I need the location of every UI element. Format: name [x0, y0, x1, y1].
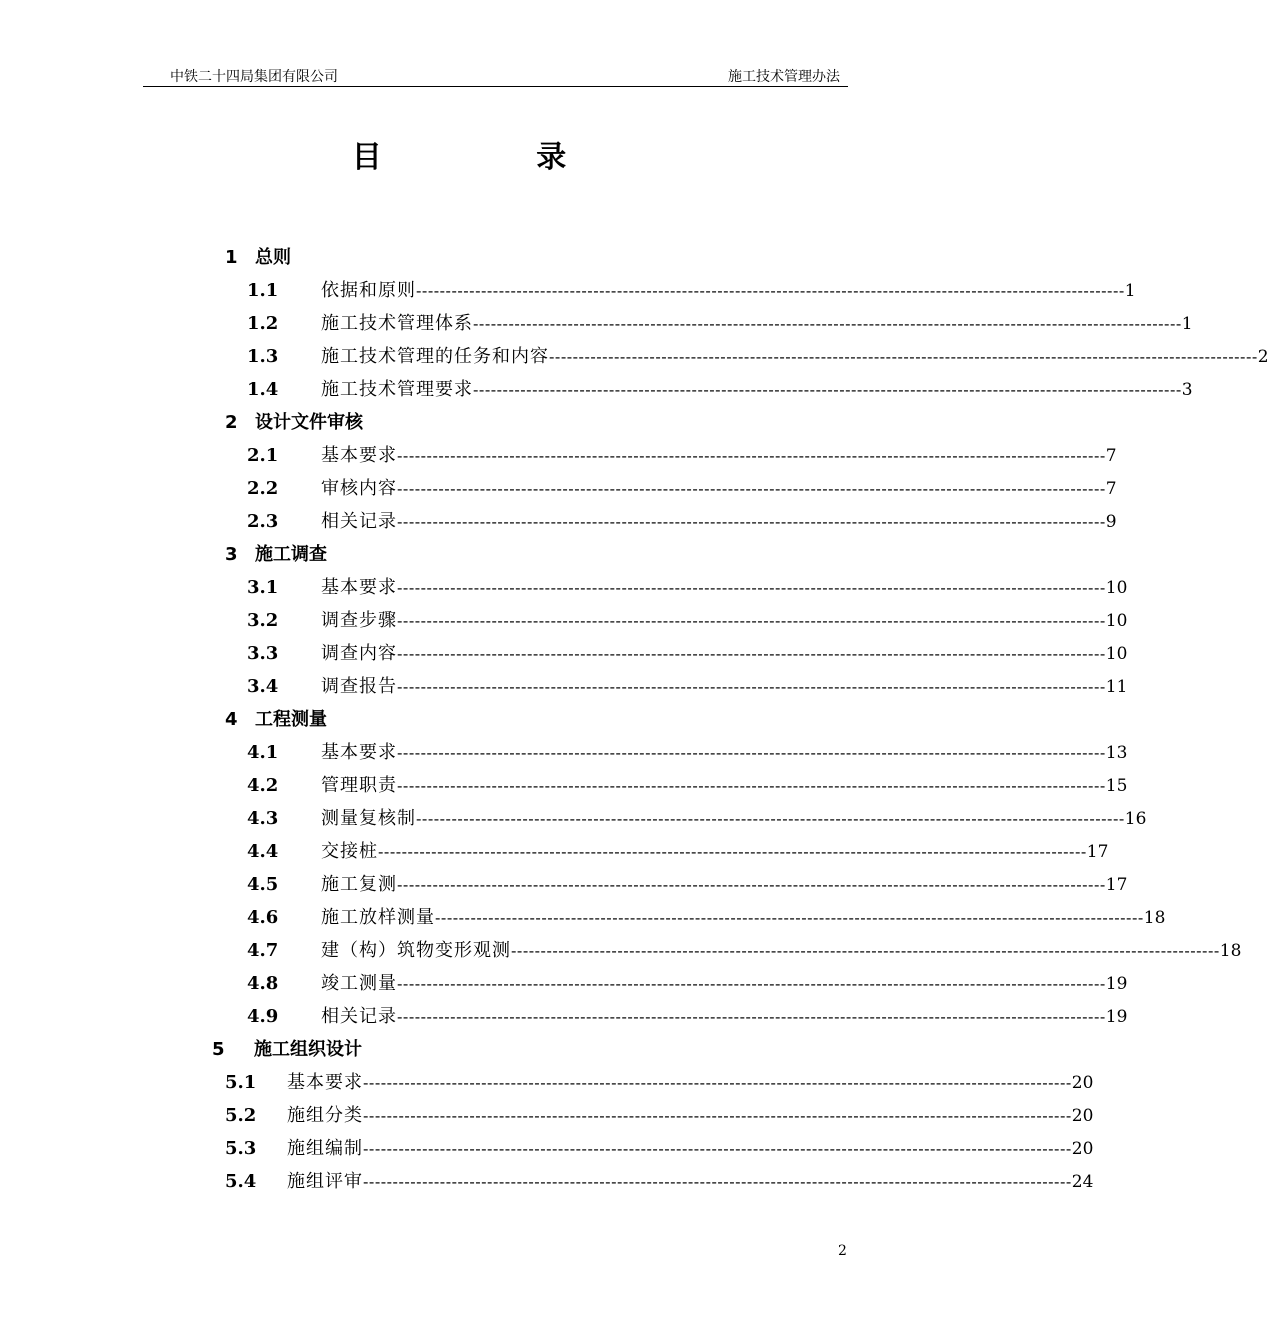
toc-item-page: 24 — [1071, 1172, 1094, 1192]
toc-item-page: 2 — [1257, 347, 1269, 367]
toc-item-title: 基本要求 — [321, 742, 397, 763]
toc-item-page: 19 — [1105, 974, 1128, 994]
toc-leader: ------------------------------------------------------------------------------------------------------------------------ — [397, 875, 1106, 894]
toc-item-title: 审核内容 — [321, 478, 397, 499]
page-number: 2 — [838, 1243, 847, 1259]
toc-item-number: 4.9 — [247, 1006, 279, 1027]
toc-item-number: 4.4 — [247, 841, 279, 862]
toc-chapter-number: 3 — [225, 544, 238, 565]
toc-item-title: 依据和原则 — [321, 280, 416, 301]
toc-chapter-number: 1 — [225, 247, 238, 268]
toc-leader: ------------------------------------------------------------------------------------------------------------------------ — [397, 479, 1106, 498]
toc-item-page: 7 — [1105, 479, 1117, 499]
toc-leader: ------------------------------------------------------------------------------------------------------------------------ — [397, 611, 1106, 630]
toc-item-4-4[interactable] — [247, 839, 1109, 865]
toc-leader: ------------------------------------------------------------------------------------------------------------------------ — [363, 1106, 1072, 1125]
toc-item-page: 20 — [1071, 1073, 1094, 1093]
toc-item-4-9[interactable] — [247, 1004, 1128, 1030]
toc-leader: ------------------------------------------------------------------------------------------------------------------------ — [397, 974, 1106, 993]
toc-leader: ------------------------------------------------------------------------------------------------------------------------ — [363, 1139, 1072, 1158]
toc-item-title: 施工放样测量 — [321, 907, 435, 928]
toc-item-number: 4.2 — [247, 775, 279, 796]
toc-item-title: 施工技术管理的任务和内容 — [321, 346, 549, 367]
toc-item-number: 3.1 — [247, 577, 279, 598]
toc-leader: ------------------------------------------------------------------------------------------------------------------------ — [397, 776, 1106, 795]
toc-item-1-2[interactable] — [247, 311, 1193, 337]
toc-item-page: 17 — [1086, 842, 1109, 862]
toc-leader: ------------------------------------------------------------------------------------------------------------------------ — [378, 842, 1087, 861]
toc-item-number: 4.5 — [247, 874, 279, 895]
toc-chapter-number: 2 — [225, 412, 238, 433]
toc-chapter-1[interactable] — [225, 245, 291, 271]
toc-item-number: 2.2 — [247, 478, 279, 499]
toc-item-title: 施组分类 — [287, 1105, 363, 1126]
toc-leader: ------------------------------------------------------------------------------------------------------------------------ — [397, 446, 1106, 465]
toc-item-4-8[interactable] — [247, 971, 1128, 997]
toc-chapter-title: 工程测量 — [255, 709, 327, 730]
toc-item-title: 施组编制 — [287, 1138, 363, 1159]
toc-leader: ------------------------------------------------------------------------------------------------------------------------ — [397, 677, 1106, 696]
toc-item-1-1[interactable] — [247, 278, 1136, 304]
toc-item-5-3[interactable] — [225, 1136, 1094, 1162]
toc-item-1-4[interactable] — [247, 377, 1193, 403]
toc-item-page: 10 — [1105, 578, 1128, 598]
toc-item-title: 施工技术管理要求 — [321, 379, 473, 400]
toc-item-page: 1 — [1124, 281, 1136, 301]
toc-item-5-4[interactable] — [225, 1169, 1094, 1195]
toc-item-title: 建（构）筑物变形观测 — [321, 940, 511, 961]
toc-item-3-3[interactable] — [247, 641, 1128, 667]
toc-item-title: 施工技术管理体系 — [321, 313, 473, 334]
toc-leader: ------------------------------------------------------------------------------------------------------------------------ — [416, 281, 1125, 300]
toc-item-page: 20 — [1071, 1139, 1094, 1159]
page-title: 目 录 — [351, 140, 639, 175]
toc-item-title: 相关记录 — [321, 1006, 397, 1027]
toc-item-number: 3.4 — [247, 676, 279, 697]
toc-item-number: 3.3 — [247, 643, 279, 664]
toc-item-number: 5.4 — [225, 1171, 257, 1192]
header-company-name: 中铁二十四局集团有限公司 — [170, 69, 338, 85]
toc-chapter-title: 施工组织设计 — [254, 1039, 362, 1060]
toc-item-2-2[interactable] — [247, 476, 1117, 502]
toc-leader: ------------------------------------------------------------------------------------------------------------------------ — [435, 908, 1144, 927]
toc-item-title: 基本要求 — [321, 445, 397, 466]
toc-item-page: 18 — [1143, 908, 1166, 928]
toc-item-4-2[interactable] — [247, 773, 1128, 799]
toc-chapter-5[interactable] — [212, 1037, 362, 1063]
toc-item-title: 调查步骤 — [321, 610, 397, 631]
toc-item-page: 18 — [1219, 941, 1242, 961]
toc-item-page: 17 — [1105, 875, 1128, 895]
toc-item-2-3[interactable] — [247, 509, 1117, 535]
toc-item-3-4[interactable] — [247, 674, 1128, 700]
toc-item-number: 4.6 — [247, 907, 279, 928]
toc-item-4-7[interactable] — [247, 938, 1242, 964]
toc-item-page: 7 — [1105, 446, 1117, 466]
toc-item-page: 9 — [1105, 512, 1117, 532]
toc-chapter-title: 设计文件审核 — [255, 412, 363, 433]
toc-item-page: 19 — [1105, 1007, 1128, 1027]
toc-leader: ------------------------------------------------------------------------------------------------------------------------ — [397, 1007, 1106, 1026]
toc-leader: ------------------------------------------------------------------------------------------------------------------------ — [397, 512, 1106, 531]
toc-item-page: 13 — [1105, 743, 1128, 763]
toc-leader: ------------------------------------------------------------------------------------------------------------------------ — [397, 743, 1106, 762]
toc-chapter-3[interactable] — [225, 542, 327, 568]
toc-item-number: 4.8 — [247, 973, 279, 994]
header-document-title: 施工技术管理办法 — [728, 69, 840, 85]
toc-item-title: 基本要求 — [287, 1072, 363, 1093]
toc-item-1-3[interactable] — [247, 344, 1269, 370]
toc-item-4-6[interactable] — [247, 905, 1166, 931]
toc-leader: ------------------------------------------------------------------------------------------------------------------------ — [473, 314, 1182, 333]
toc-item-4-5[interactable] — [247, 872, 1128, 898]
toc-item-number: 3.2 — [247, 610, 279, 631]
toc-item-number: 2.1 — [247, 445, 279, 466]
toc-item-page: 11 — [1105, 677, 1128, 697]
header-divider — [143, 86, 848, 87]
toc-item-number: 2.3 — [247, 511, 279, 532]
toc-item-5-2[interactable] — [225, 1103, 1094, 1129]
toc-item-page: 10 — [1105, 644, 1128, 664]
toc-item-title: 交接桩 — [321, 841, 378, 862]
toc-leader: ------------------------------------------------------------------------------------------------------------------------ — [416, 809, 1125, 828]
toc-leader: ------------------------------------------------------------------------------------------------------------------------ — [363, 1172, 1072, 1191]
toc-item-page: 3 — [1181, 380, 1193, 400]
toc-chapter-number: 4 — [225, 709, 238, 730]
toc-item-page: 16 — [1124, 809, 1147, 829]
toc-item-number: 5.2 — [225, 1105, 257, 1126]
toc-chapter-number: 5 — [212, 1039, 225, 1060]
toc-item-3-1[interactable] — [247, 575, 1128, 601]
toc-item-page: 10 — [1105, 611, 1128, 631]
toc-chapter-4[interactable] — [225, 707, 327, 733]
toc-leader: ------------------------------------------------------------------------------------------------------------------------ — [397, 644, 1106, 663]
toc-item-page: 20 — [1071, 1106, 1094, 1126]
toc-item-2-1[interactable] — [247, 443, 1117, 469]
toc-item-number: 4.3 — [247, 808, 279, 829]
toc-item-4-3[interactable] — [247, 806, 1147, 832]
toc-leader: ------------------------------------------------------------------------------------------------------------------------ — [549, 347, 1258, 366]
toc-leader: ------------------------------------------------------------------------------------------------------------------------ — [473, 380, 1182, 399]
toc-chapter-title: 总则 — [255, 247, 291, 268]
toc-chapter-title: 施工调查 — [255, 544, 327, 565]
toc-item-number: 5.3 — [225, 1138, 257, 1159]
toc-item-4-1[interactable] — [247, 740, 1128, 766]
toc-item-title: 相关记录 — [321, 511, 397, 532]
toc-item-number: 5.1 — [225, 1072, 257, 1093]
toc-item-5-1[interactable] — [225, 1070, 1094, 1096]
toc-item-number: 1.1 — [247, 280, 279, 301]
toc-item-title: 调查报告 — [321, 676, 397, 697]
toc-item-title: 施工复测 — [321, 874, 397, 895]
toc-item-page: 15 — [1105, 776, 1128, 796]
toc-leader: ------------------------------------------------------------------------------------------------------------------------ — [363, 1073, 1072, 1092]
toc-item-number: 1.3 — [247, 346, 279, 367]
toc-item-title: 施组评审 — [287, 1171, 363, 1192]
toc-item-number: 1.2 — [247, 313, 279, 334]
toc-item-title: 竣工测量 — [321, 973, 397, 994]
toc-item-page: 1 — [1181, 314, 1193, 334]
toc-item-3-2[interactable] — [247, 608, 1128, 634]
toc-item-title: 管理职责 — [321, 775, 397, 796]
toc-leader: ------------------------------------------------------------------------------------------------------------------------ — [511, 941, 1220, 960]
toc-item-title: 基本要求 — [321, 577, 397, 598]
toc-item-title: 调查内容 — [321, 643, 397, 664]
toc-item-title: 测量复核制 — [321, 808, 416, 829]
toc-item-number: 4.1 — [247, 742, 279, 763]
toc-item-number: 1.4 — [247, 379, 279, 400]
toc-chapter-2[interactable] — [225, 410, 363, 436]
toc-leader: ------------------------------------------------------------------------------------------------------------------------ — [397, 578, 1106, 597]
toc-item-number: 4.7 — [247, 940, 279, 961]
